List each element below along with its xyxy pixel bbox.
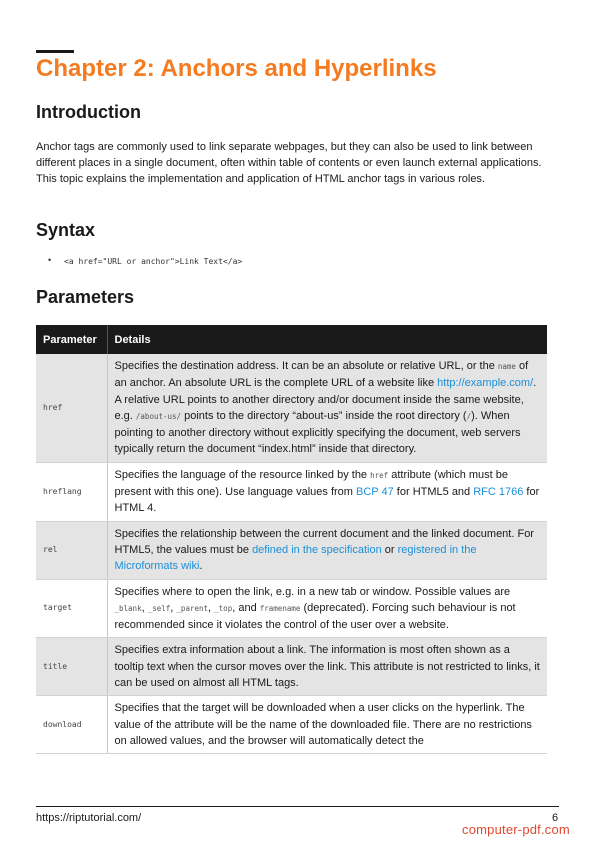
param-details <box>107 354 547 462</box>
table-row <box>36 696 547 754</box>
param-details <box>107 696 547 754</box>
inline-code: /about-us/ <box>135 411 182 421</box>
table-row <box>36 354 547 462</box>
details-text: for HTML5 and <box>393 486 474 499</box>
inline-code: _blank <box>114 603 142 613</box>
table-row <box>36 638 547 696</box>
inline-code: _parent <box>176 603 209 613</box>
details-text: Specifies extra information about a link. The information is most often shown as a tooltip text when the cursor moves over the link. This attribute is not restricted to links, it can be used on almost all HTML tags. <box>114 644 540 690</box>
footer-url[interactable]: https://riptutorial.com/ <box>36 812 142 824</box>
parameters-table <box>36 325 547 754</box>
details-text: Specifies the language of the resource linked by the <box>114 468 371 481</box>
details-text: Specifies where to open the link, e.g. in a new tab or window. Possible values are <box>114 585 511 598</box>
syntax-list-item <box>48 255 243 266</box>
inline-code: framename <box>259 603 301 613</box>
link-example-com[interactable]: http://example.com/ <box>437 377 534 390</box>
details-text: , <box>170 601 177 614</box>
param-name: href <box>36 354 107 462</box>
details-text: , <box>208 601 215 614</box>
intro-paragraph: Anchor tags are commonly used to link separate webpages, but they can also be used to link between different places in a single document, often within table of contents or even launch external applications. This topic explains the implementation and application of HTML anchor tags in various roles. <box>36 141 542 185</box>
inline-code: / <box>466 411 472 421</box>
section-heading-parameters: Parameters <box>36 287 135 307</box>
section-heading-syntax: Syntax <box>36 220 96 240</box>
param-details <box>107 579 547 638</box>
syntax-code: <a href="URL or anchor">Link Text</a> <box>64 257 243 266</box>
bullet-icon: • <box>48 255 52 265</box>
page-number: 6 <box>552 812 559 824</box>
param-name: rel <box>36 521 107 579</box>
param-name: download <box>36 696 107 754</box>
details-text: . A relative URL points to another directory and/or document inside the same website, e.g. <box>114 377 537 422</box>
table-row <box>36 521 547 579</box>
header-details: Details <box>107 325 547 354</box>
param-name: title <box>36 638 107 696</box>
param-details <box>107 638 547 696</box>
details-text: points to the directory “about-us” inside the root directory ( <box>181 409 467 422</box>
details-text: , <box>141 601 148 614</box>
details-text: Specifies the relationship between the current document and the linked document. For HTML5, the values must be <box>114 527 534 556</box>
inline-code: href <box>370 470 389 480</box>
details-text: Specifies the destination address. It can be an absolute or relative URL, or the <box>114 360 498 372</box>
link-microformats[interactable]: registered in the Microformats wiki <box>114 543 477 573</box>
table-row <box>36 462 547 521</box>
chapter-title: Chapter 2: Anchors and Hyperlinks <box>36 55 437 82</box>
details-text: or <box>381 543 398 556</box>
details-text: attribute (which must be present with this one). Use language values from <box>114 468 509 499</box>
table-header-row <box>36 325 547 354</box>
details-text: ). When pointing to another directory without explicitly specifying the document, web servers typically return the document “index.html” inside that directory. <box>114 409 521 456</box>
param-name: hreflang <box>36 462 107 521</box>
footer-rule <box>36 806 559 807</box>
details-text: . <box>199 560 203 573</box>
link-spec[interactable]: defined in the specification <box>252 543 382 556</box>
details-text: for HTML 4. <box>114 486 540 515</box>
table-row <box>36 579 547 638</box>
details-text: of an anchor. An absolute URL is the complete URL of a website like <box>114 360 529 390</box>
watermark: computer-pdf.com <box>462 822 570 837</box>
param-name: target <box>36 579 107 638</box>
inline-code: name <box>497 362 516 371</box>
header-parameter: Parameter <box>36 325 107 354</box>
param-details <box>107 462 547 521</box>
inline-code: _self <box>147 603 171 613</box>
inline-code: _top <box>214 603 233 613</box>
chapter-rule <box>36 50 74 53</box>
section-heading-introduction: Introduction <box>36 102 141 122</box>
details-text: (deprecated). Forcing such behaviour is not recommended since it violates the control of the user over a website. <box>114 601 516 632</box>
link-bcp47[interactable]: BCP 47 <box>356 486 394 499</box>
param-details <box>107 521 547 579</box>
details-text: , and <box>232 601 260 614</box>
link-rfc1766[interactable]: RFC 1766 <box>473 486 524 499</box>
details-text: Specifies that the target will be downloaded when a user clicks on the hyperlink. The value of the attribute will be the name of the downloaded file. There are no restrictions on allowed values, and the browser will automatically detect the <box>114 702 532 747</box>
